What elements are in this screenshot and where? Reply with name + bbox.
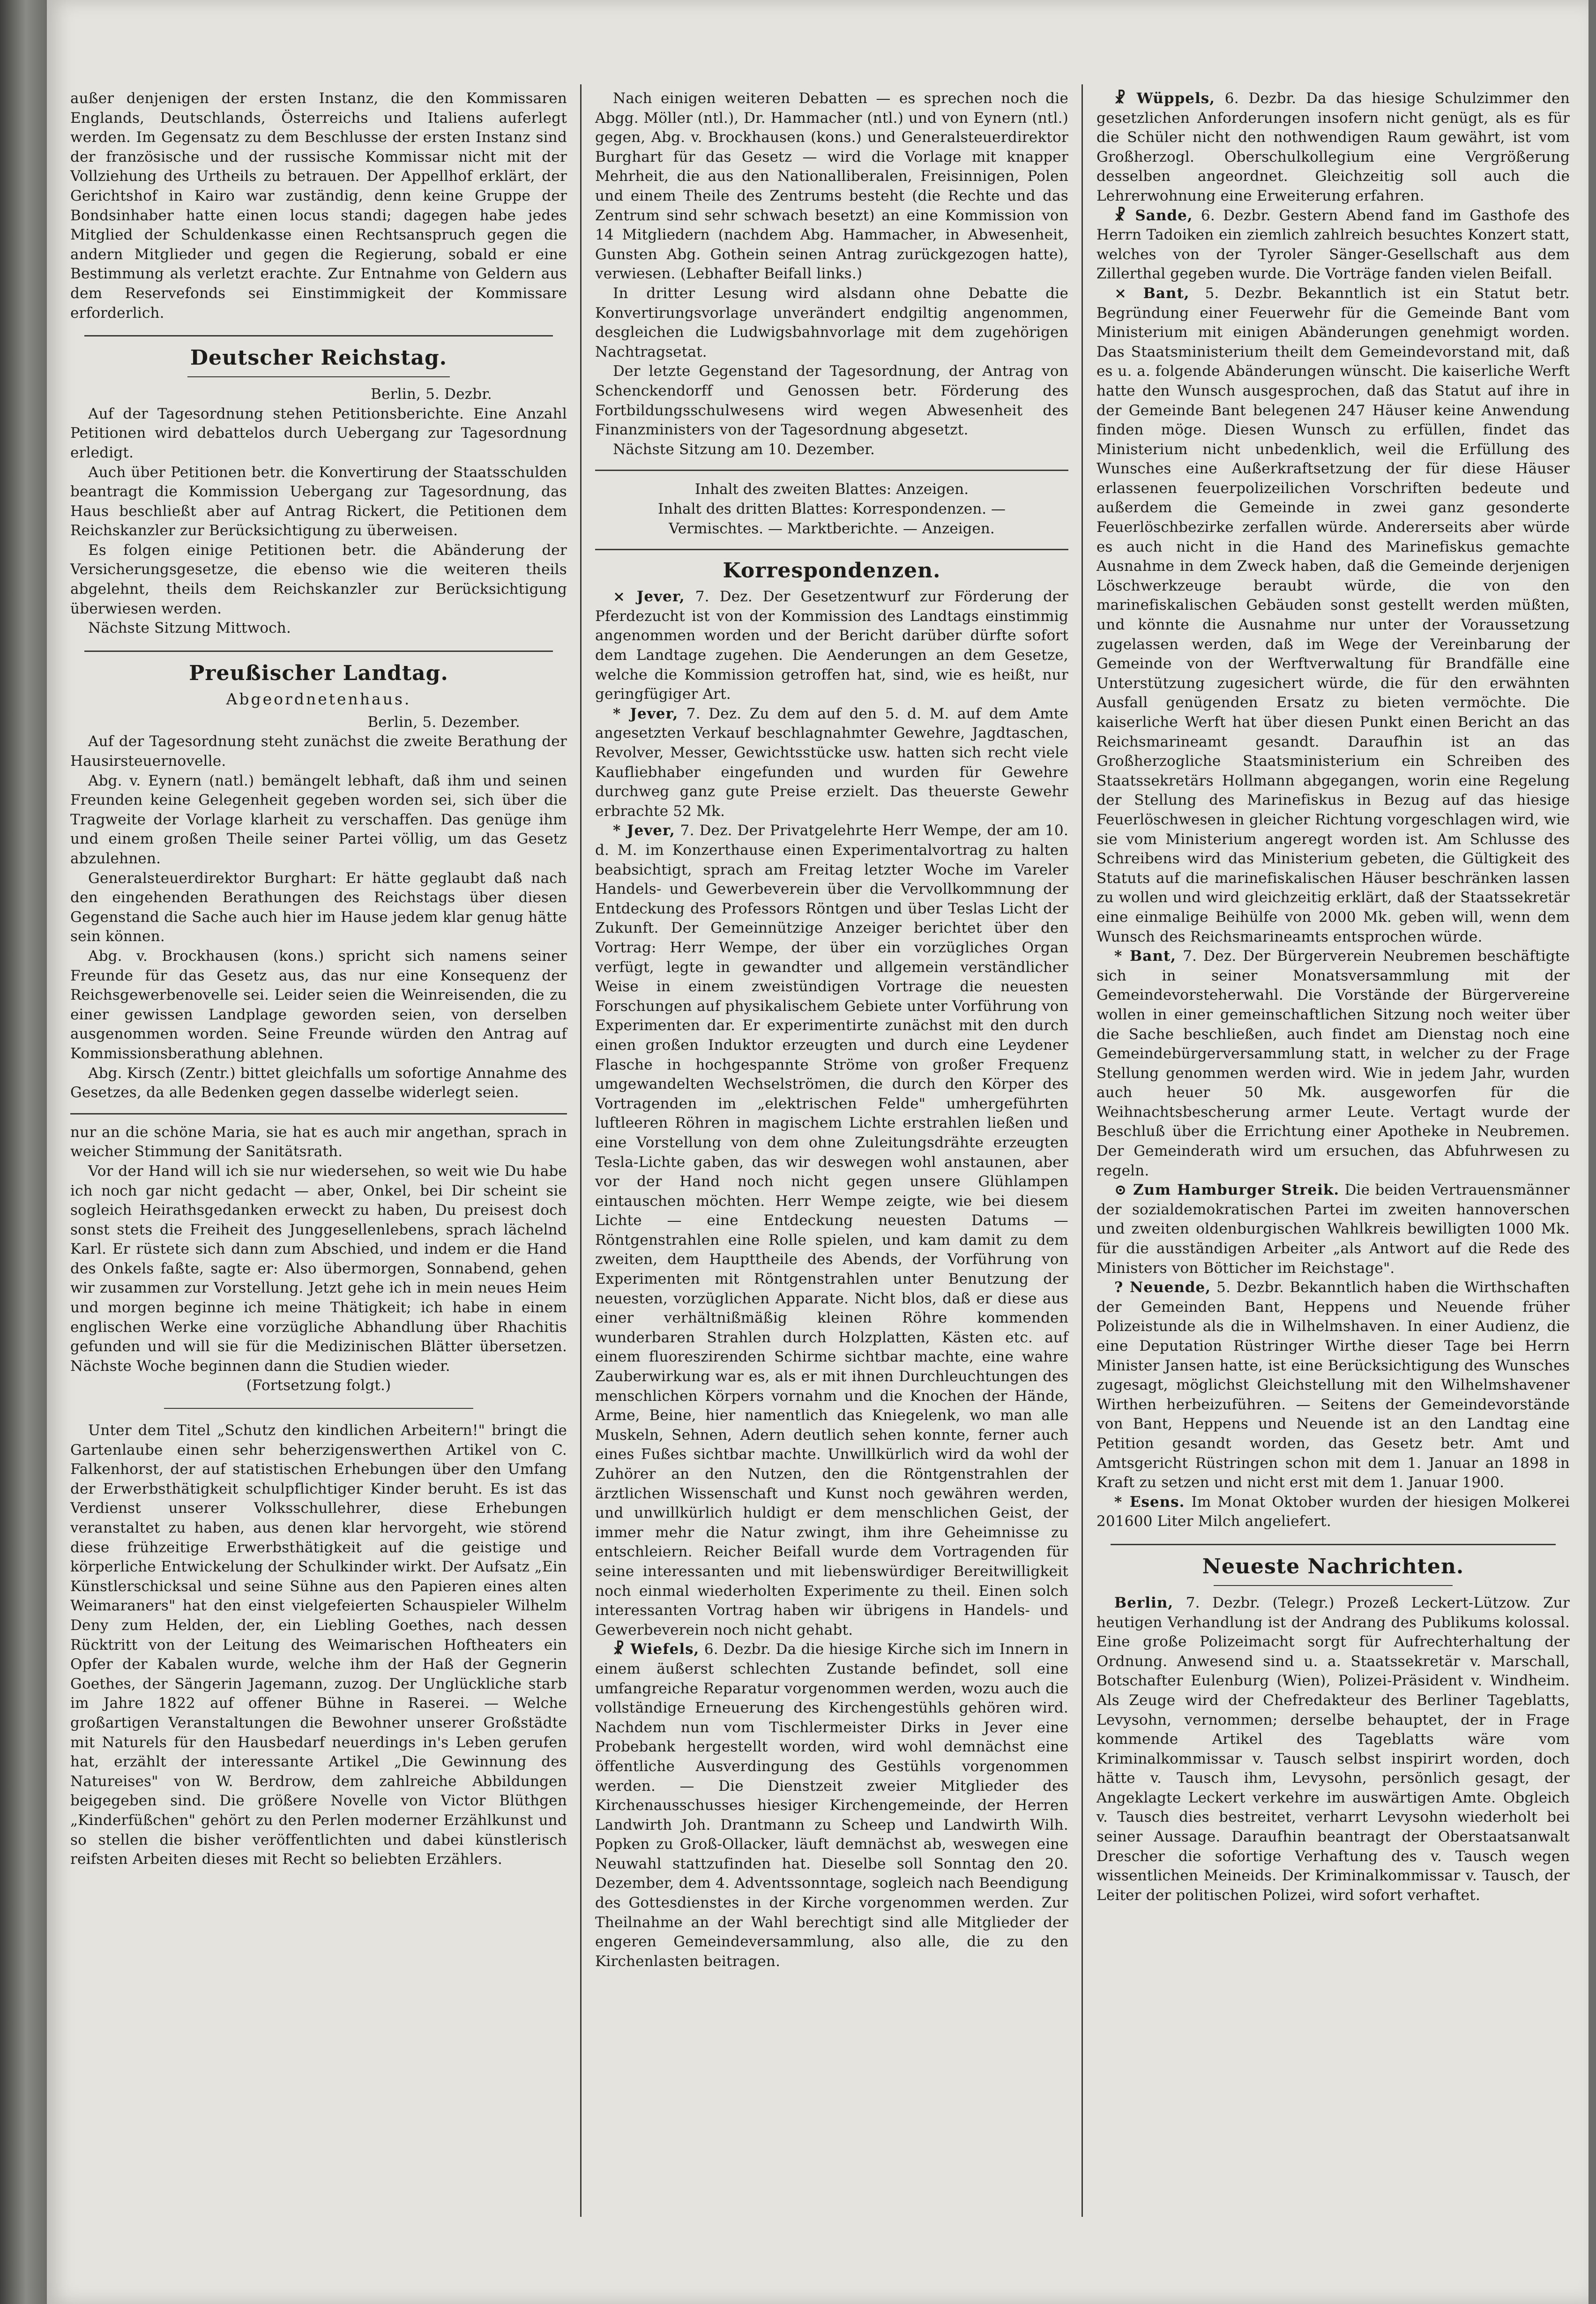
landtag-paragraph: Generalsteuerdirektor Burghart: Er hätte geglaubt daß nach den eingehenden Berathungen des Reichstags über diesen Gegenstand die Sache auch hier im Hause jedem klar genug hätte sein können. (70, 869, 567, 945)
dateline-bant: × Bant, (1114, 284, 1190, 302)
jever-report: 7. Dez. Der Privatgelehrte Herr Wempe, der am 10. d. M. im Konzerthause einen Experimentalvortrag zu halten beabsichtigt, sprach am Freitag letzter Woche im Vareler Handels- und Gewerbeverein über die Vervollkommnung der Entdeckung des Professors Röntgen und über Teslas Licht der Zukunft. Der Gemeinnützige Anzeiger berichtet über den Vortrag: Herr Wempe, der über ein vorzügliches Organ verfügt, legte in gewandter und allgemein verständlicher Weise in einem zweistündigen Vortrage die neuesten Forschungen auf physikalischem Gebiete unter Vorführung von Experimenten dar. Er experimentirte zunächst mit den durch einen großen Induktor erzeugten und durch eine Leydener Flasche in hochgespannte Ströme von großer Frequenz umgewandelten Wechselströmen, die durch den Körper des Vortragenden im „elektrischen Felde" umhergeführten luftleeren Röhren in magischem Lichte erstrahlen ließen und eine Vorstellung von dem ohne Zuleitungsdrähte erzeugten Tesla-Lichte gaben, das wir deswegen wohl anstaunen, aber vor der Hand noch nicht gegen unsere Glühlampen eintauschen möchten. Herr Wempe zeigte, wie bei diesem Lichte — eine Entdeckung neuesten Datums — Röntgenstrahlen eine Rolle spielen, und kam damit zu dem zweiten, dem Haupttheile des Abends, der Vorführung von Experimenten mit Röntgenstrahlen unter Benutzung der neuesten, vorzüglichen Apparate. Nicht blos, daß er diese aus einer verhältnißmäßig kleinen Röhre kommenden wunderbaren Strahlen durch Holzplatten, Kästen etc. auf einem fluoreszirenden Schirme sichtbar machte, eine wahre Zauberwirkung war es, als er mit ihnen Durchleuchtungen des menschlichen Körpers vornahm und die Knochen der Hände, Arme, Beine, hier namentlich das Kniegelenk, wo man alle Muskeln, Sehnen, Adern deutlich sehen konnte, ferner auch eines Fußes sichtbar machte. Unwillkürlich wird da wohl der Zuhörer an den Nutzen, den die Röntgenstrahlen der ärztlichen Wissenschaft und Kunst noch gewähren werden, und unwillkürlich huldigt er dem menschlichen Geist, der immer mehr die Natur zwingt, ihm ihre Geheimnisse zu entschleiern. Reicher Beifall wurde dem Vortragenden für seine interessanten und mit liebenswürdiger Bereitwilligkeit noch einmal wiederholten Experimente zu theil. Einen solch interessanten Vortrag haben wir übrigens in Handels- und Gewerbeverein noch nicht gehabt. (595, 822, 1069, 1638)
landtag-dateline: Berlin, 5. Dezember. (367, 713, 520, 731)
reichstag-paragraph: Auch über Petitionen betr. die Konvertirung der Staatsschulden beantragt die Kommission Uebergang zur Tagesordnung, das Haus beschließt aber auf Antrag Rickert, die Petitionen dem Reichskanzler zur Berücksichtigung zu überweisen. (70, 464, 567, 539)
novel-paragraph: Vor der Hand will ich sie nur wiedersehen, so weit wie Du habe ich noch gar nicht gedacht — aber, Onkel, bei Dir scheint sie sogleich Heirathsgedanken erweckt zu haben, Du preisest doch sonst stets die Freiheit des Junggesellenlebens, sprach lächelnd Karl. Er rüstete sich dann zum Abschied, und indem er die Hand des Onkels faßte, sagte er: Also übermorgen, Sonnabend, gehen wir zusammen zur Vorstellung. Jetzt gehe ich in mein neues Heim und morgen beginne ich meine Thätigkeit; ich habe in einem englischen Werke eine vorzügliche Abhandlung über Rhachitis gefunden und will sie für die Medizinischen Blätter übersetzen. Nächste Woche beginnen dann die Studien wieder. (70, 1162, 567, 1375)
news-report: 7. Dezbr. (Telegr.) Prozeß Leckert-Lützow. Zur heutigen Verhandlung ist der Andrang des Publikums kolossal. Eine große Polizeimacht sorgt für Aufrechterhaltung der Ordnung. Anwesend sind u. a. Staatssekretär v. Marschall, Botschafter Eulenburg (Wien), Polizei-Präsident v. Windheim. Als Zeuge wird der Chefredakteur des Berliner Tageblatts, Levysohn, vernommen; derselbe behauptet, der in Frage kommende Artikel des Tageblatts wäre vom Kriminalkommissar v. Tausch selbst inspirirt worden, doch hätte v. Tausch ihm, Levysohn, persönlich gesagt, der Angeklagte Leckert verkehre im auswärtigen Amte. Obgleich v. Tausch dies bestreitet, verharrt Levysohn wiederholt bei seiner Aussage. Daraufhin beantragt der Oberstaatsanwalt Drescher die sofortige Verhaftung des v. Tausch wegen wissentlichen Meineids. Der Kriminalkommissar v. Tausch, der Leiter der politischen Polizei, wird sofort verhaftet. (1096, 1594, 1570, 1904)
contents-line: Inhalt des zweiten Blattes: Anzeigen. (694, 481, 969, 498)
binding-edge (0, 0, 47, 2304)
debate-paragraph: Der letzte Gegenstand der Tagesordnung, der Antrag von Schenckendorff und Genossen betr. Förderung des Fortbildungsschulwesens wird wegen Abwesenheit des Finanzministers von der Tagesordnung abgesetzt. (595, 363, 1068, 439)
section-divider (595, 549, 1068, 550)
landtag-paragraph: Abg. v. Brockhausen (kons.) spricht sich namens seiner Freunde für das Gesetz aus, das nur eine Konsequenz der Reichsgewerbenovelle sei. Leider seien die Weinreisenden, die zu einer gewissen Landplage geworden seien, von derselben ausgenommen worden. Seine Freunde würden den Antrag auf Kommissionsberathung ablehnen. (70, 947, 567, 1062)
reichstag-paragraph: Auf der Tagesordnung stehen Petitionsberichte. Eine Anzahl Petitionen wird debattelos durch Uebergang zur Tagesordnung erledigt. (70, 405, 567, 461)
gartenlaube-review: Unter dem Titel „Schutz den kindlichen Arbeitern!" bringt die Gartenlaube einen sehr beherzigenswerthen Artikel von C. Falkenhorst, der auf statistischen Erhebungen über den Umfang der Erwerbsthätigkeit schulpflichtiger Kinder beruht. Es ist das Verdienst unserer Volksschullehrer, diese Erhebungen veranstaltet zu haben, aus denen klar hervorgeht, wie störend diese frühzeitige Erwerbsthätigkeit auf die geistige und körperliche Entwickelung der Schulkinder wirkt. Der Aufsatz „Ein Künstlerschicksal und seine Sühne aus den Papieren eines alten Weimaraners" hat den einst vielgefeierten Schauspieler Wilhelm Deny zum Helden, der, ein Liebling Goethes, nach dessen Rücktritt von der Leitung des Weimarischen Hoftheaters ein Opfer der Kabalen wurde, welche ihm der Haß der Gegnerin Goethes, der Sängerin Jagemann, zuzog. Der Unglückliche starb im Jahre 1822 auf offener Bühne in Raserei. — Welche großartigen Veranstaltungen die Bewohner unserer Großstädte mit Naturels für den Hausbedarf neuerdings in's Leben gerufen hat, erzählt der interessante Artikel „Die Gewinnung des Natureises" von W. Berdrow, dem zahlreiche Abbildungen beigegeben sind. Die größere Novelle von Victor Blüthgen „Kinderfüßchen" gehört zu den Perlen moderner Erzählkunst und so stellen die bisher veröffentlichten und dabei künstlerisch reifsten Arbeiten dieses mit Recht so beliebten Erzählers. (70, 1422, 567, 1868)
column-rule-2 (1081, 84, 1083, 2217)
landtag-paragraph: Abg. Kirsch (Zentr.) bittet gleichfalls um sofortige Annahme des Gesetzes, da alle Bedenken gegen dasselbe widerlegt seien. (70, 1064, 567, 1101)
reichstag-dateline: Berlin, 5. Dezbr. (371, 386, 492, 403)
reichstag-paragraph: Es folgen einige Petitionen betr. die Abänderung der Versicherungsgesetze, die ebenso wie die weiteren theils abgelehnt, theils dem Reichskanzler zur Berücksichtigung überwiesen werden. (70, 541, 567, 617)
jever-report: 7. Dez. Zu dem auf den 5. d. M. auf dem Amte angesetzten Verkauf beschlagnahmter Gewehre, Jagdtaschen, Revolver, Messer, Gewichtsstücke usw. hatten sich recht viele Kaufliebhaber eingefunden und wurden für Gewehre durchweg ganz gute Preise erzielt. Das theuerste Gewehr erbrachte 52 Mk. (595, 705, 1068, 820)
dateline-bant: * Bant, (1114, 948, 1176, 965)
dateline-esens: * Esens. (1114, 1493, 1185, 1511)
sande-report: 6. Dezbr. Gestern Abend fand im Gasthofe des Herrn Tadoiken ein ziemlich zahlreich besuchtes Konzert statt, welches von der Tyroler Sänger-Gesellschaft aus dem Zillerthal gegeben wurde. Die Vorträge fanden vielen Beifall. (1096, 207, 1570, 283)
section-divider (84, 335, 553, 337)
section-divider (1111, 1544, 1556, 1545)
landtag-paragraph: Auf der Tagesordnung steht zunächst die zweite Berathung der Hausirsteuernovelle. (70, 733, 567, 770)
column-3 (1096, 89, 1570, 1905)
novel-paragraph: nur an die schöne Maria, sie hat es auch mir angethan, sprach in weicher Stimmung der Sanitätsrath. (70, 1123, 567, 1160)
heading-rule (1214, 1585, 1453, 1586)
section-divider (164, 1408, 473, 1409)
column-2 (595, 89, 1068, 1971)
novel-continuation: (Fortsetzung folgt.) (246, 1377, 391, 1394)
news-heading: Neueste Nachrichten. (1202, 1554, 1464, 1578)
dateline-sande: ☧ Sande, (1114, 207, 1193, 224)
section-divider (84, 651, 553, 652)
heading-rule (187, 376, 450, 377)
dateline-wiefels: ☧ Wiefels, (613, 1641, 700, 1658)
dateline-jever: * Jever, (613, 705, 679, 722)
dateline-jever: * Jever, (613, 822, 675, 839)
landtag-heading: Preußischer Landtag. (189, 661, 448, 685)
esens-report: Im Monat Oktober wurden der hiesigen Molkerei 201600 Liter Milch angeliefert. (1096, 1493, 1570, 1530)
bant-report: 7. Dez. Der Bürgerverein Neubremen beschäftigte sich in seiner Monatsversammlung mit der Gemeindevorsteherwahl. Die Vorstände der Bürgervereine wollen in einer gemeinschaftlichen Sitzung noch weiter über die Sache beschließen, auch findet am Dienstag noch eine Gemeindebürgerversammlung statt, in welcher zu der Frage Stellung genommen werden wird. Wie in jedem Jahr, wurden auch heuer 50 Mk. ausgeworfen für die Weihnachtsbescherung armer Leute. Vertagt wurde der Beschluß über die Errichtung einer Apotheke in Neubremen. Der Gemeinderath wird um ersuchen, das Abfuhrwesen zu regeln. (1096, 948, 1570, 1179)
column-1 (70, 89, 567, 1870)
feuilleton-rule (70, 1113, 567, 1115)
dateline-wueppels: ☧ Wüppels, (1114, 90, 1215, 107)
debate-paragraph: Nach einigen weiteren Debatten — es sprechen noch die Abgg. Möller (ntl.), Dr. Hammacher (ntl.) und von Eynern (ntl.) gegen, Abg. v. Brockhausen (kons.) und Generalsteuerdirektor Burghart für das Gesetz — wird die Vorlage mit knapper Mehrheit, die aus den Nationalliberalen, Freisinnigen, Polen und einem Theile des Zentrums besteht (die Rechte und das Zentrum sind sehr schwach besetzt) an eine Kommission von 14 Mitgliedern (nachdem Abg. Hammacher, in Abwesenheit, Gunsten Abg. Gothein seinen Antrag zurückgezogen hatte), verwiesen. (Lebhafter Beifall links.) (595, 90, 1068, 283)
landtag-paragraph: Abg. v. Eynern (natl.) bemängelt lebhaft, daß ihm und seinen Freunden keine Gelegenheit gegeben worden sei, sich über die Tragweite der Vorlage klarheit zu verschaffen. Das genüge ihm und einem großen Theile seiner Partei völlig, um das Gesetz abzulehnen. (70, 772, 567, 867)
news-dateline: Berlin, (1114, 1594, 1174, 1611)
korrespondenzen-heading: Korrespondenzen. (723, 559, 941, 583)
dateline-neuende: ? Neuende, (1114, 1279, 1211, 1296)
section-divider (595, 470, 1068, 471)
bant-report: 5. Dezbr. Bekanntlich ist ein Statut betr. Begründung einer Feuerwehr für die Gemeinde Bant vom Ministerium mit einigen Abänderungen genehmigt worden. Das Staatsministerium theilt dem Gemeindevorstand mit, daß es u. a. folgende Abänderungen wünscht. Die kaiserliche Werft hatte den Wunsch ausgesprochen, daß das Statut auf ihre in der Gemeinde Bant belegenen 247 Häuser keine Anwendung finden möge. Diesen Wunsch zu erfüllen, findet das Ministerium nicht unbedenklich, weil die Erfüllung des Wunsches eine Außerkraftsetzung der für diese Häuser erlassenen feuerpolizeilichen Vorschriften bedeute und außerdem die Gemeinde in zwei ganz gesonderte Feuerlöschbezirke zerfallen würde. Andererseits aber würde es auch nicht in die Hand des Marinefiskus gemachte Ausnahme in dem Zweck haben, daß die Gemeinde derjenigen Löschwerkzeuge beraubt würde, die von den marinefiskalischen Gebäuden sonst gestellt werden müßten, und könnte die Ausnahme nur unter der Voraussetzung zugelassen werden, daß im Wege der Vereinbarung der Gemeinde von der Werftverwaltung für Brandfälle eine Unterstützung zugesichert würde, die für den erwähnten Ausfall genügenden Ersatz zu bieten vermöchte. Die kaiserliche Werft hat über diesen Punkt einen Bericht an das Reichsmarineamt gesandt. Daraufhin ist an das Großherzogliche Staatsministerium ein Schreiben des Staatssekretärs Hollmann abgegangen, worin eine Regelung der Stellung des Marinefiskus in Bezug auf das hiesige Feuerlöschwesen in gleicher Richtung vorgeschlagen wird, wie sie vom Ministerium angeregt worden ist. Am Schlusse des Schreibens wird das Ministerium gebeten, die Gültigkeit des Statuts auf die marinefiskalischen Häuser beschränken lassen zu wollen und wird gleichzeitig erklärt, daß der Staatssekretär eine einmalige Beihülfe von 2000 Mk. geben will, wenn dem Wunsch des Reichsmarineamts entsprochen würde. (1096, 284, 1570, 945)
article-intro: außer denjenigen der ersten Instanz, die den Kommissaren Englands, Deutschlands, Österreichs und Italiens auferlegt werden. Im Gegensatz zu dem Beschlusse der ersten Instanz sind der französische und der russische Kommissar nicht mit der Vollziehung des Urtheils zu betrauen. Der Appellhof erklärt, der Gerichtshof in Kairo war zuständig, denn keine Gruppe der Bondsinhaber hatte einen locus standi; dagegen habe jedes Mitglied der Schuldenkasse einen Rechtsanspruch gegen die andern Mitglieder und gegen die Regierung, sobald er eine Bestimmung als verletzt erachte. Zur Entnahme von Geldern aus dem Reservefonds sei Einstimmigkeit der Kommissare erforderlich. (70, 90, 567, 322)
dateline-jever: × Jever, (613, 588, 685, 606)
reichstag-paragraph: Nächste Sitzung Mittwoch. (88, 620, 291, 637)
reichstag-heading: Deutscher Reichstag. (190, 346, 447, 370)
column-rule-1 (580, 84, 582, 2217)
contents-line: Inhalt des dritten Blattes: Korrespondenzen. — (657, 501, 1006, 518)
landtag-subheading: Abgeordnetenhaus. (226, 689, 411, 708)
contents-line: Vermischtes. — Marktberichte. — Anzeigen. (669, 520, 995, 538)
neuende-report: 5. Dezbr. Bekanntlich haben die Wirthschaften der Gemeinden Bant, Heppens und Neuende früher Polizeistunde als die in Wilhelmshaven. In einer Audienz, die eine Deputation Rüstringer Wirthe dieser Tage bei Herrn Minister Jansen hatte, ist eine Berücksichtigung des Wunsches zugesagt, möglichst Gleichstellung mit den Wilhelmshavener Wirthen herbeizuführen. — Seitens der Gemeindevorstände von Bant, Heppens und Neuende ist an den Landtag eine Petition gesandt worden, das Gesetz betr. Amt und Amtsgericht Rüstringen schon mit dem 1. Januar an 1898 in Kraft zu setzen und nicht erst mit dem 1. Januar 1900. (1096, 1279, 1570, 1491)
dateline-streik: ⊙ Zum Hamburger Streik. (1114, 1182, 1340, 1199)
streik-report: Die beiden Vertrauensmänner der sozialdemokratischen Partei im zweiten hannoverschen und zweiten oldenburgischen Wahlkreis bewilligten 1000 Mk. für die ausständigen Arbeiter „als Antwort auf die Rede des Ministers von Bötticher im Reichstage". (1096, 1182, 1570, 1277)
wueppels-report: 6. Dezbr. Da das hiesige Schulzimmer den gesetzlichen Anforderungen insofern nicht genügt, als es für die Schüler nicht den nothwendigen Raum gewährt, ist vom Großherzogl. Oberschulkollegium eine Vergrößerung desselben angeordnet. Gleichzeitig soll auch die Lehrerwohnung eine Erweiterung erfahren. (1096, 90, 1570, 204)
debate-paragraph: In dritter Lesung wird alsdann ohne Debatte die Konvertirungsvorlage unverändert endgiltig angenommen, desgleichen die Ludwigsbahnvorlage mit dem zugehörigen Nachtragsetat. (595, 284, 1068, 360)
debate-paragraph: Nächste Sitzung am 10. Dezember. (613, 441, 875, 458)
wiefels-report: 6. Dezbr. Da die hiesige Kirche sich im Innern in einem äußerst schlechten Zustande befindet, soll eine umfangreiche Reparatur vorgenommen werden, wozu auch die vollständige Erneuerung des Kirchengestühls gehören wird. Nachdem nun vom Tischlermeister Dirks in Jever eine Probebank hergestellt worden, wird wohl demnächst eine öffentliche Ausverdingung des Gestühls vorgenommen werden. — Die Dienstzeit zweier Mitglieder des Kirchenausschusses hiesiger Kirchengemeinde, der Herren Landwirth Joh. Drantmann zu Scheep und Landwirth Wilh. Popken zu Groß-Ollacker, läuft demnächst ab, weswegen eine Neuwahl stattzufinden hat. Dieselbe soll Sonntag den 20. Dezember, dem 4. Adventssonntage, sogleich nach Beendigung des Gottesdienstes in der Kirche vorgenommen werden. Zur Theilnahme an der Wahl berechtigt sind alle Mitglieder der engeren Gemeindeversammlung, also alle, die zu den Kirchenlasten beitragen. (595, 1641, 1069, 1970)
jever-report: 7. Dez. Der Gesetzentwurf zur Förderung der Pferdezucht ist von der Kommission des Landtags einstimmig angenommen worden und der Bericht darüber dürfte sofort dem Landtage zugehen. Die Aenderungen an dem Gesetze, welche die Kommission getroffen hat, sind, wie es heißt, nur geringfügiger Art. (595, 588, 1068, 703)
